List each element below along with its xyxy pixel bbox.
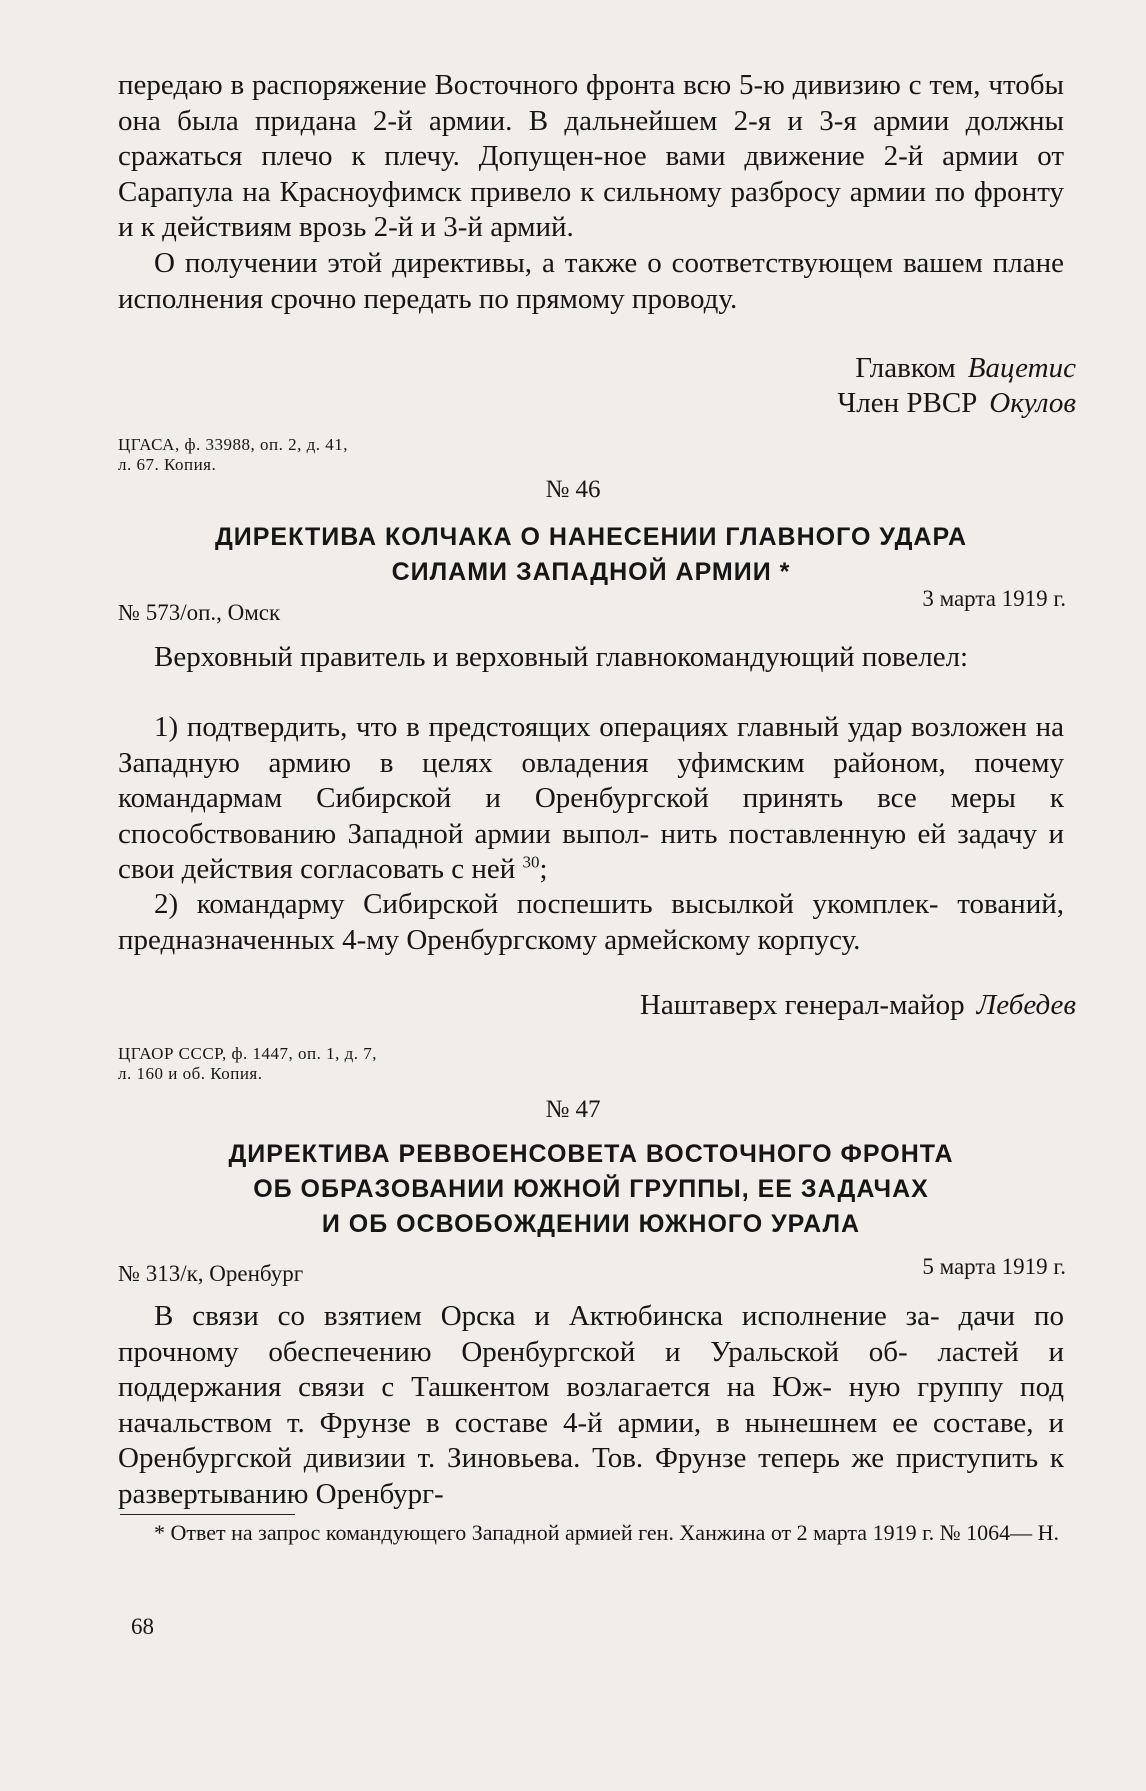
document-date-46: 3 марта 1919 г. bbox=[922, 586, 1066, 611]
signature-name: Вацетис bbox=[967, 352, 1076, 384]
archive-line: ЦГАСА, ф. 33988, оп. 2, д. 41, bbox=[118, 435, 348, 454]
document-ref-46: № 573/оп., Омск bbox=[118, 600, 281, 625]
doc46-item-2: 2) командарму Сибирской поспешить высылкой укомплек- тований, предназначенных 4-му Оренбургскому армейскому корпусу. bbox=[118, 888, 1064, 956]
continued-paragraph: передаю в распоряжение Восточного фронта всю 5-ю дивизию с тем, чтобы она была придана 2-й армии. В дальнейшем 2-я и 3-я армии должны сражаться плечо к плечу. Допущен-ное вами движение 2-й армии от Сарапула на Красноуфимск привело к сильному разбросу армии по фронту и к действиям врозь 2-й и 3-й армий. bbox=[118, 69, 1065, 243]
signature-role: Член РВСР bbox=[837, 387, 978, 419]
doc47-paragraph: В связи со взятием Орска и Актюбинска исполнение за- дачи по прочному обеспечению Оренбургской и Уральской об- ластей и поддержания связи с Ташкентом возлагается на Юж- ную группу под начальством т. Фрунзе в составе 4-й армии, в нынешнем ее составе, и Оренбургской дивизии т. Зиновьева. Тов. Фрунзе теперь же приступить к развертыванию Оренбург- bbox=[118, 1300, 1064, 1510]
document-title-46 bbox=[118, 520, 1064, 590]
document-number-47: № 47 bbox=[545, 1096, 601, 1123]
signature-rvsr-member bbox=[837, 387, 1076, 420]
continued-closing-paragraph: О получении этой директивы, а также о соответствующем вашем плане исполнения срочно передать по прямому проводу. bbox=[118, 247, 1064, 315]
document-title-47 bbox=[118, 1137, 1064, 1242]
page-number: 68 bbox=[131, 1614, 154, 1639]
document-ref-47: № 313/к, Оренбург bbox=[118, 1261, 304, 1286]
footnote-ref-30: 30 bbox=[522, 852, 540, 872]
signature-role: Главком bbox=[855, 352, 956, 384]
signature-name: Лебедев bbox=[976, 989, 1076, 1021]
footnote-divider bbox=[120, 1514, 295, 1515]
title-line: ОБ ОБРАЗОВАНИИ ЮЖНОЙ ГРУППЫ, ЕЕ ЗАДАЧАХ bbox=[253, 1175, 929, 1203]
title-line: ДИРЕКТИВА КОЛЧАКА О НАНЕСЕНИИ ГЛАВНОГО УДАРА bbox=[214, 523, 968, 551]
doc46-item-1: 1) подтвердить, что в предстоящих операциях главный удар возложен на Западную армию в целях овладения уфимским районом, почему командармам Сибирской и Оренбургской принять все меры к способствованию Западной армии выпол- нить поставленную ей задачу и свои действия согласовать с ней $^{30}$; bbox=[118, 711, 1064, 885]
title-line: СИЛАМИ ЗАПАДНОЙ АРМИИ * bbox=[391, 558, 791, 586]
archive-line: ЦГАОР СССР, ф. 1447, оп. 1, д. 7, bbox=[118, 1044, 378, 1063]
archive-reference-1 bbox=[118, 435, 348, 475]
document-number-46: № 46 bbox=[545, 476, 601, 503]
signature-role: Наштаверх генерал-майор bbox=[639, 989, 965, 1021]
archive-line: л. 160 и об. Копия. bbox=[118, 1064, 263, 1083]
title-line: ДИРЕКТИВА РЕВВОЕНСОВЕТА ВОСТОЧНОГО ФРОНТА bbox=[228, 1140, 954, 1168]
signature-nashtaverh bbox=[640, 989, 1076, 1022]
signature-name: Окулов bbox=[989, 387, 1076, 419]
title-line: И ОБ ОСВОБОЖДЕНИИ ЮЖНОГО УРАЛА bbox=[321, 1210, 861, 1238]
doc46-intro: Верховный правитель и верховный главнокомандующий повелел: bbox=[154, 641, 969, 673]
archive-reference-2 bbox=[118, 1044, 377, 1084]
archive-line: л. 67. Копия. bbox=[118, 455, 217, 474]
footnote: * Ответ на запрос командующего Западной армией ген. Ханжина от 2 марта 1919 г. № 1064— Н. bbox=[154, 1520, 1059, 1545]
document-date-47: 5 марта 1919 г. bbox=[922, 1254, 1066, 1279]
signature-glavkom bbox=[855, 352, 1076, 385]
